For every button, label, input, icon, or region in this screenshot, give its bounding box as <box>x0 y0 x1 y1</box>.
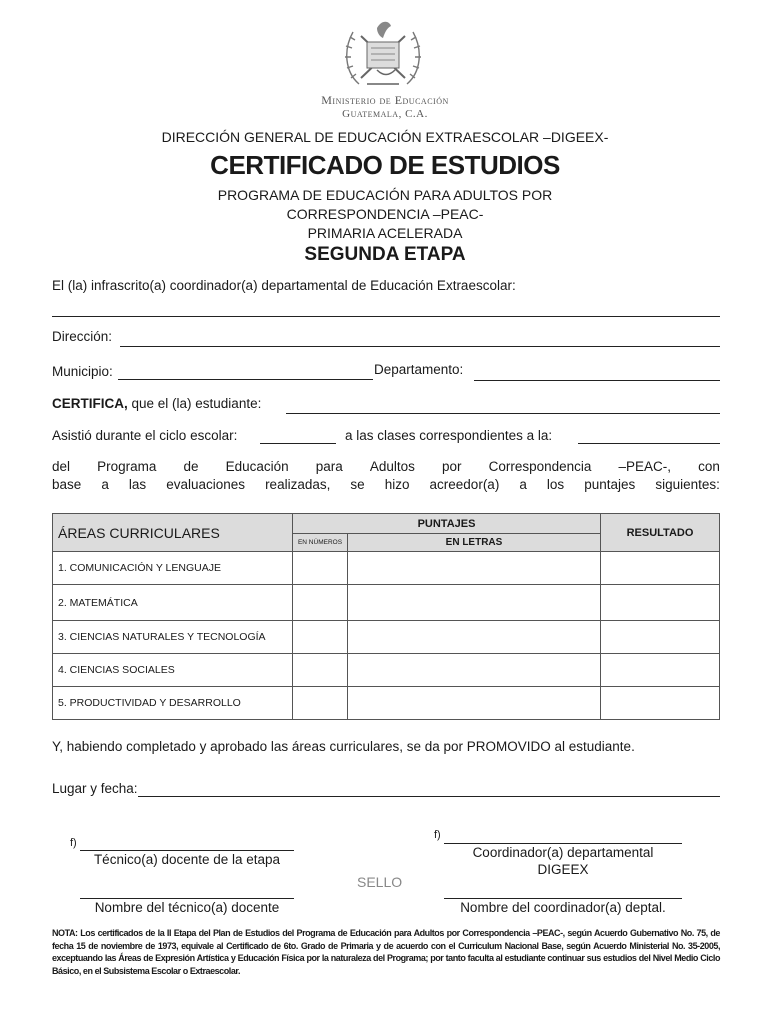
score-letters-cell[interactable] <box>348 621 601 654</box>
page-title: CERTIFICADO DE ESTUDIOS <box>210 150 560 180</box>
body-word: acreedor(a) <box>429 477 500 492</box>
score-letters-cell[interactable] <box>348 654 601 687</box>
coordinator-name-line[interactable] <box>52 316 720 317</box>
score-numbers-cell[interactable] <box>293 687 348 720</box>
student-name-line[interactable] <box>286 413 720 414</box>
departamento-line[interactable] <box>474 380 720 381</box>
coordinador-signature-line[interactable] <box>444 843 682 844</box>
certifica-label <box>52 396 261 411</box>
program-line-2: CORRESPONDENCIA –PEAC- <box>286 206 484 222</box>
body-word: –PEAC-, <box>618 459 672 474</box>
clases-label: a las clases correspondientes a la: <box>345 428 553 443</box>
table-row <box>53 552 720 585</box>
certifica-rest: que el (la) estudiante: <box>127 396 262 411</box>
nombre-coordinador-label: Nombre del coordinador(a) deptal. <box>460 900 666 915</box>
coordinador-label-1: Coordinador(a) departamental <box>472 845 654 860</box>
table-row <box>53 654 720 687</box>
puntajes-header: PUNTAJES <box>293 514 601 534</box>
score-letters-cell[interactable] <box>348 585 601 621</box>
result-cell[interactable] <box>601 552 720 585</box>
area-name: 2. MATEMÁTICA <box>53 585 293 621</box>
result-cell[interactable] <box>601 585 720 621</box>
promovido-text: Y, habiendo completado y aprobado las áreas curriculares, se da por PROMOVIDO al estudiante. <box>52 739 635 754</box>
lugar-fecha-line[interactable] <box>138 796 720 797</box>
result-cell[interactable] <box>601 654 720 687</box>
body-word: a <box>519 477 527 492</box>
f-left-label: f) <box>70 837 77 849</box>
area-name: 1. COMUNICACIÓN Y LENGUAJE <box>53 552 293 585</box>
grades-table <box>52 513 720 720</box>
coordinador-label-2: DIGEEX <box>537 862 589 877</box>
departamento-label: Departamento: <box>374 362 464 377</box>
tecnico-signature-line[interactable] <box>80 850 294 851</box>
en-letras-header: EN LETRAS <box>348 534 601 552</box>
body-word: base <box>52 477 82 492</box>
body-word: de <box>183 459 199 474</box>
body-word: para <box>315 459 343 474</box>
seal-placeholder: SELLO <box>357 874 403 890</box>
municipio-label: Municipio: <box>52 364 113 379</box>
body-word: puntajes <box>584 477 636 492</box>
body-word: las <box>128 477 147 492</box>
score-numbers-cell[interactable] <box>293 654 348 687</box>
table-row <box>53 585 720 621</box>
resultado-header: RESULTADO <box>601 514 720 552</box>
program-line-1: PROGRAMA DE EDUCACIÓN PARA ADULTOS POR <box>217 187 553 203</box>
result-cell[interactable] <box>601 621 720 654</box>
score-numbers-cell[interactable] <box>293 621 348 654</box>
body-word: se <box>350 477 365 492</box>
table-row <box>53 621 720 654</box>
direction-heading: DIRECCIÓN GENERAL DE EDUCACIÓN EXTRAESCOLAR –DIGEEX- <box>161 129 609 145</box>
body-word: Educación <box>225 459 289 474</box>
tecnico-label: Técnico(a) docente de la etapa <box>93 852 281 867</box>
body-word: Correspondencia <box>488 459 592 474</box>
body-word: realizadas, <box>265 477 331 492</box>
municipio-line[interactable] <box>118 379 373 380</box>
area-name: 3. CIENCIAS NATURALES Y TECNOLOGÍA <box>53 621 293 654</box>
ciclo-escolar-line[interactable] <box>260 443 336 444</box>
body-word: los <box>546 477 565 492</box>
area-name: 5. PRODUCTIVIDAD Y DESARROLLO <box>53 687 293 720</box>
body-word: a <box>101 477 109 492</box>
direccion-label: Dirección: <box>52 329 113 344</box>
en-numeros-header: EN NÚMEROS <box>293 534 348 552</box>
body-word: evaluaciones <box>166 477 246 492</box>
f-right-label: f) <box>434 829 441 841</box>
score-letters-cell[interactable] <box>348 687 601 720</box>
body-text-line-2 <box>52 477 720 492</box>
body-word: por <box>442 459 462 474</box>
certifica-bold: CERTIFICA, <box>52 396 128 411</box>
score-numbers-cell[interactable] <box>293 585 348 621</box>
coordinador-name-sig-line[interactable] <box>444 898 682 899</box>
lugar-fecha-label: Lugar y fecha: <box>52 781 138 796</box>
table-row <box>53 687 720 720</box>
ministry-name: Ministerio de Educación Guatemala, C.A. <box>321 93 449 120</box>
direccion-line[interactable] <box>120 346 720 347</box>
nombre-tecnico-label: Nombre del técnico(a) docente <box>94 900 280 915</box>
body-word: siguientes: <box>655 477 720 492</box>
asistio-label: Asistió durante el ciclo escolar: <box>52 428 238 443</box>
tecnico-name-line[interactable] <box>80 898 294 899</box>
etapa-line[interactable] <box>578 443 720 444</box>
body-text-line-1 <box>52 459 720 474</box>
body-word: Programa <box>97 459 157 474</box>
program-line-3: PRIMARIA ACELERADA <box>307 225 463 241</box>
body-word: Adultos <box>369 459 415 474</box>
intro-text: El (la) infrascrito(a) coordinador(a) departamental de Educación Extraescolar: <box>52 278 516 293</box>
result-cell[interactable] <box>601 687 720 720</box>
area-name: 4. CIENCIAS SOCIALES <box>53 654 293 687</box>
score-numbers-cell[interactable] <box>293 552 348 585</box>
body-word: con <box>698 459 720 474</box>
body-word: hizo <box>384 477 410 492</box>
body-word: del <box>52 459 71 474</box>
stage-heading: SEGUNDA ETAPA <box>304 244 466 265</box>
areas-header: ÁREAS CURRICULARES <box>53 514 293 552</box>
score-letters-cell[interactable] <box>348 552 601 585</box>
footnote: NOTA: Los certificados de la II Etapa del Plan de Estudios del Programa de Educación para Adultos por Correspondencia –PEAC-, según Acuerdo Gubernativo No. 75, de fecha 15 de noviembre de 1973, equivale al Certificado de 6to. Grado de Primaria y de acuerdo con el Curriculum Nacional Base, según Acuerdo Ministerial No. 35-2005, exceptuando las Áreas de Expresión Artística y Educación Física por la naturaleza del Programa; por tanto faculta al estudiante continuar sus estudios del Nivel Medio Ciclo Básico, en el Subsistema Escolar o Extraescolar. <box>52 928 720 976</box>
coat-of-arms-emblem <box>337 14 429 92</box>
